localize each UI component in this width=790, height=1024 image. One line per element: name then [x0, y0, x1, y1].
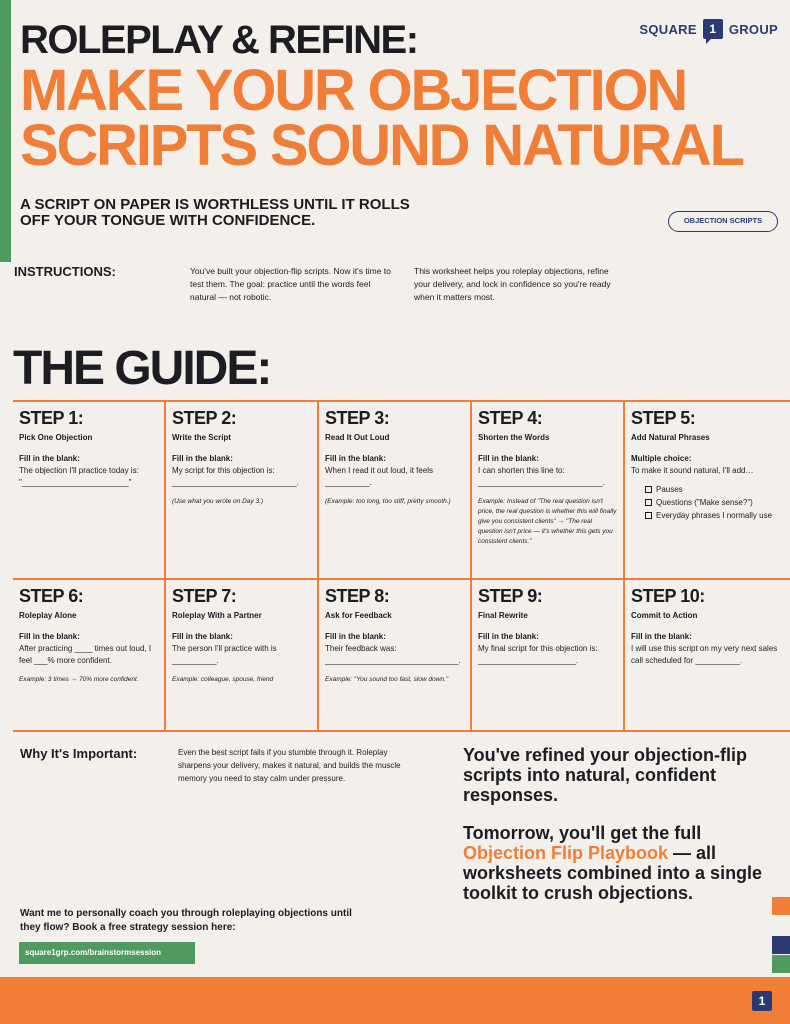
- step-title: Read It Out Loud: [325, 433, 390, 442]
- topic-tag: OBJECTION SCRIPTS: [668, 211, 778, 232]
- step-card-4: [472, 402, 625, 580]
- step-title: Roleplay With a Partner: [172, 611, 262, 620]
- checklist-item[interactable]: [645, 511, 784, 521]
- checklist-label: Questions ("Make sense?"): [656, 498, 753, 507]
- footer-band: [0, 977, 790, 1024]
- step-card-7: [166, 580, 319, 730]
- step-prompt-type: Fill in the blank:: [325, 454, 386, 463]
- page-subtitle: A SCRIPT ON PAPER IS WORTHLESS UNTIL IT ROLLS OFF YOUR TONGUE WITH CONFIDENCE.: [20, 196, 410, 229]
- step-number: STEP 6:: [19, 586, 84, 606]
- step-prompt: My script for this objection is: ____________________________.: [172, 466, 299, 487]
- step-card-9: [472, 580, 625, 730]
- step-prompt-type: Fill in the blank:: [19, 632, 80, 641]
- step-example: Example: colleague, spouse, friend: [172, 676, 274, 683]
- brand-left: SQUARE: [639, 21, 697, 37]
- step-prompt: The objection I'll practice today is: "________________________": [19, 466, 139, 487]
- step-prompt-type: Fill in the blank:: [19, 454, 80, 463]
- brand-logo: [639, 19, 778, 39]
- step-number: STEP 4:: [478, 408, 543, 428]
- step-example: (Use what you wrote on Day 3.): [172, 498, 264, 505]
- page-headline: MAKE YOUR OBJECTION SCRIPTS SOUND NATURAL: [20, 58, 743, 178]
- step-title: Shorten the Words: [478, 433, 550, 442]
- step-prompt: I will use this script on my very next sales call scheduled for __________.: [631, 644, 778, 665]
- guide-title: THE GUIDE:: [13, 342, 271, 395]
- step-card-1: [13, 402, 166, 580]
- checkbox-icon[interactable]: [645, 499, 652, 506]
- step-example: Example: "You sound too fast, slow down.": [325, 676, 449, 683]
- teaser-lead: Tomorrow, you'll get the full: [463, 823, 702, 843]
- booking-link-button[interactable]: square1grp.com/brainstormsession: [19, 942, 195, 964]
- step-prompt-type: Fill in the blank:: [631, 632, 692, 641]
- step-card-5: [625, 402, 790, 580]
- playbook-name: Objection Flip Playbook: [463, 843, 669, 863]
- accent-bar: [0, 0, 11, 262]
- why-important-text: Even the best script fails if you stumble through it. Roleplay sharpens your delivery, makes it natural, and builds the muscle memory you need to stay calm under pressure.: [178, 748, 401, 783]
- step-prompt: My final script for this objection is: ______________________.: [478, 644, 598, 665]
- natural-phrases-checklist: [631, 485, 784, 521]
- decor-square-orange: [772, 897, 790, 915]
- step-prompt: The person I'll practice with is __________.: [172, 644, 277, 665]
- checklist-item[interactable]: [645, 485, 784, 495]
- decor-square-navy: [772, 936, 790, 954]
- step-prompt: Their feedback was: ______________________________.: [325, 644, 461, 665]
- step-prompt: I can shorten this line to: ____________________________.: [478, 466, 605, 487]
- logo-badge-icon: 1: [703, 19, 723, 39]
- step-prompt-type: Fill in the blank:: [172, 454, 233, 463]
- why-important-label: Why It's Important:: [20, 746, 138, 761]
- checklist-label: Pauses: [656, 485, 683, 494]
- instructions-label: INSTRUCTIONS:: [14, 264, 116, 279]
- step-prompt: After practicing ____ times out loud, I feel ___% more confident.: [19, 644, 152, 665]
- closing-teaser: [463, 823, 783, 903]
- instructions-text-2: This worksheet helps you roleplay objections, refine your delivery, and lock in confidence so you're ready when it matters most.: [414, 266, 611, 302]
- step-title: Write the Script: [172, 433, 231, 442]
- checklist-item[interactable]: [645, 498, 784, 508]
- step-prompt-type: Fill in the blank:: [478, 632, 539, 641]
- step-example: (Example: too long, too stiff, pretty smooth.): [325, 498, 451, 505]
- page-eyebrow: ROLEPLAY & REFINE:: [20, 18, 418, 62]
- step-title: Pick One Objection: [19, 433, 93, 442]
- checkbox-icon[interactable]: [645, 486, 652, 493]
- footer-logo-icon: 1: [752, 991, 772, 1011]
- step-number: STEP 9:: [478, 586, 543, 606]
- brand-right: GROUP: [728, 21, 778, 37]
- step-number: STEP 1:: [19, 408, 84, 428]
- step-number: STEP 2:: [172, 408, 237, 428]
- closing-summary: You've refined your objection-flip scripts into natural, confident responses.: [463, 745, 747, 805]
- step-number: STEP 5:: [631, 408, 696, 428]
- step-title: Ask for Feedback: [325, 611, 392, 620]
- coaching-cta-text: Want me to personally coach you through roleplaying objections until they flow? Book a free strategy session here:: [20, 908, 352, 933]
- step-prompt-type: Multiple choice:: [631, 454, 692, 463]
- step-number: STEP 8:: [325, 586, 390, 606]
- step-example: Example: Instead of "The real question isn't price, the real question is whether this will finally give you consistent clients" → "The real question isn't price — it's whether this gets you consistent clients.": [478, 498, 617, 545]
- step-prompt: To make it sound natural, I'll add…: [631, 466, 754, 475]
- step-prompt-type: Fill in the blank:: [325, 632, 386, 641]
- checkbox-icon[interactable]: [645, 512, 652, 519]
- step-title: Commit to Action: [631, 611, 698, 620]
- steps-grid: [13, 400, 790, 732]
- teaser-tail: — all worksheets combined into a single toolkit to crush objections.: [463, 843, 763, 903]
- step-title: Roleplay Alone: [19, 611, 77, 620]
- instructions-text-1: You've built your objection-flip scripts. Now it's time to test them. The goal: practice until the words feel natural — not robotic.: [190, 266, 391, 302]
- step-prompt: When I read it out loud, it feels __________.: [325, 466, 434, 487]
- step-number: STEP 7:: [172, 586, 237, 606]
- step-title: Add Natural Phrases: [631, 433, 710, 442]
- step-title: Final Rewrite: [478, 611, 528, 620]
- step-card-2: [166, 402, 319, 580]
- checklist-label: Everyday phrases I normally use: [656, 511, 773, 520]
- step-card-8: [319, 580, 472, 730]
- step-number: STEP 3:: [325, 408, 390, 428]
- step-number: STEP 10:: [631, 586, 705, 606]
- step-card-3: [319, 402, 472, 580]
- step-card-6: [13, 580, 166, 730]
- decor-square-green: [772, 955, 790, 973]
- step-example: Example: 3 times → 70% more confident.: [19, 676, 139, 683]
- step-card-10: [625, 580, 790, 730]
- step-prompt-type: Fill in the blank:: [478, 454, 539, 463]
- step-prompt-type: Fill in the blank:: [172, 632, 233, 641]
